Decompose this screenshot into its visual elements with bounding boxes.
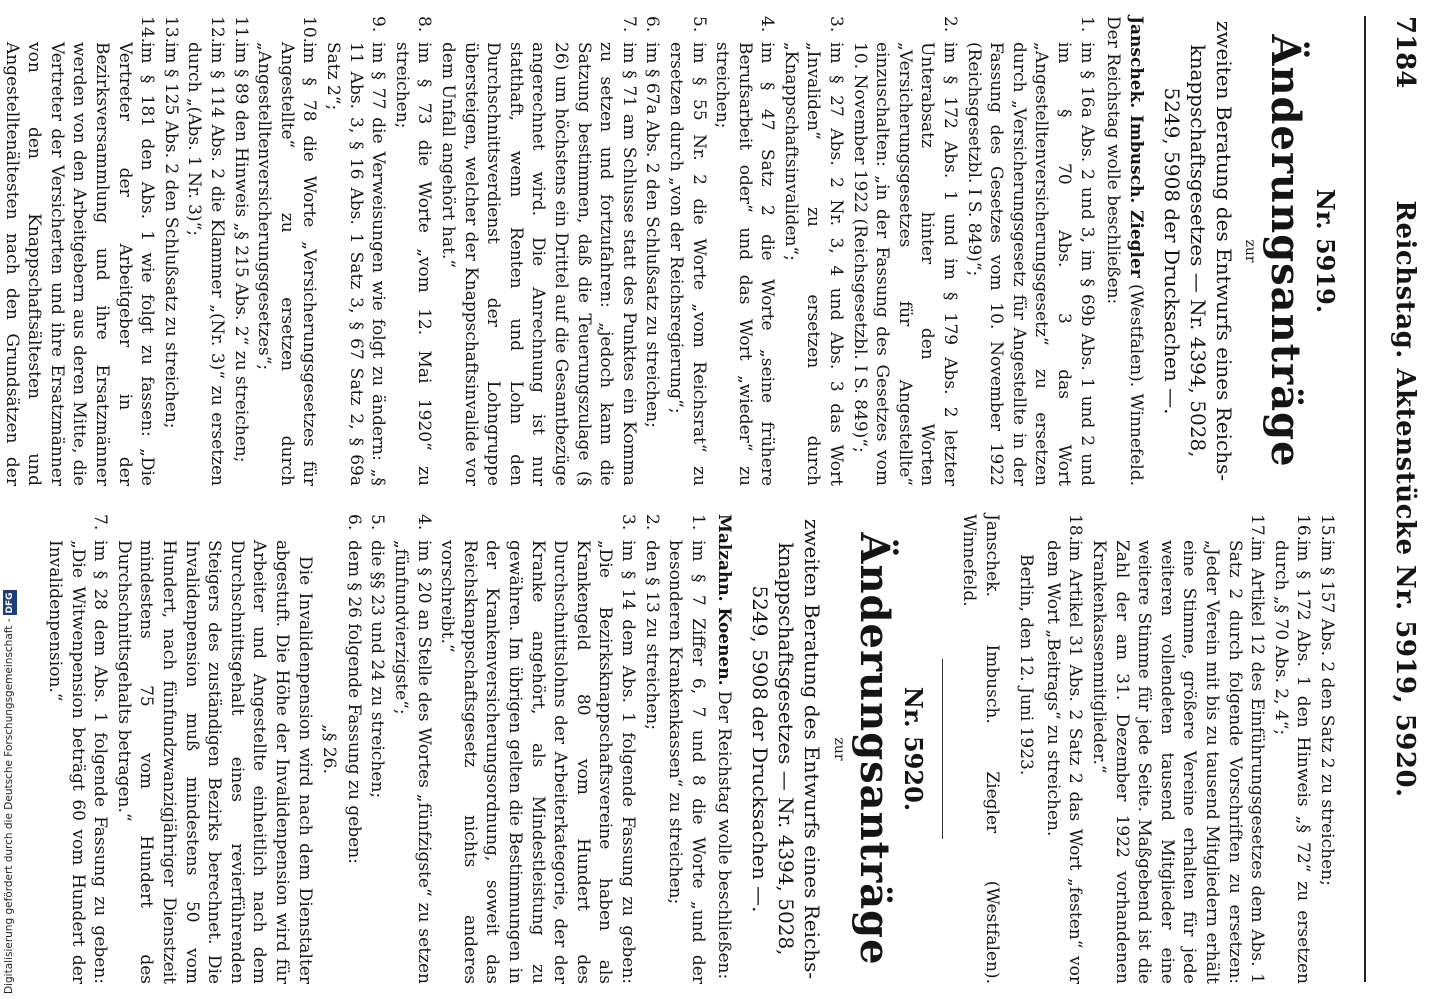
- document-title: Änderungsanträge: [850, 532, 898, 966]
- dfg-logo: DFG: [5, 592, 15, 614]
- signers: Janschek. Imbusch. Ziegler (Westfalen). Winnefeld.: [959, 514, 1002, 984]
- page-number: 7184: [1390, 16, 1420, 89]
- item-text: im § 114 Abs. 2 die Klammer „(Nr. 3)“ zu ersetzen durch „(Abs. 1 Nr. 3)“;: [184, 42, 228, 486]
- intro-text: (Westfalen). Winnefeld. Der Reichstag wolle beschließen:: [1103, 16, 1146, 486]
- running-title: Reichstag. Aktenstücke Nr. 5919, 5920.: [1390, 200, 1420, 798]
- amendment-item: [962, 16, 1098, 486]
- item-text: im § 55 Nr. 2 die Worte „vom Reichsrat“ zu ersetzen durch „von der Reichsregierung“;: [665, 42, 709, 486]
- item-text: dem § 26 folgende Fassung zu geben:: [343, 540, 364, 864]
- item-number: 7.: [618, 16, 639, 33]
- item-text: im § 77 die Verweisungen wie folgt zu ändern: „§ 11 Abs. 3, § 16 Abs. 1 Satz 3, § 67 Satz 2, § 69a Satz 2“;: [323, 42, 389, 486]
- item-text: im § 78 die Worte „Versicherungsgesetzes für Angestellte“ zu ersetzen durch „Angestelltenversicherungsgesetzes“;: [254, 42, 320, 486]
- item-text: im § 16a Abs. 2 und 3, im § 69b Abs. 1 und 2 und im § 70 Abs. 3 das Wort „Angestelltenversicherungsgesetz“ zu ersetzen durch „Versicherungsgesetz für Angestellte in der Fassung des Gesetzes vom 10. November 1922 (Reichsgesetzbl. I S. 849)“;: [963, 42, 1097, 486]
- item-number: 9.: [368, 16, 389, 33]
- credit-label: Digitalisierung gefördert durch die Deutsche Forschungsgemeinschaft -: [3, 618, 15, 994]
- item-number: 6.: [343, 514, 364, 531]
- document-subtitle: zweiten Beratung des Entwurfs eines Reichs-knappschaftsgesetzes — Nr. 4394, 5028, 5249, 5908 der Drucksachen —.: [748, 518, 825, 980]
- amendment-item: [436, 16, 639, 486]
- amendment-item: [366, 514, 389, 984]
- intro-text: Der Reichstag wolle beschließen:: [714, 690, 735, 980]
- item-number: 10.: [299, 16, 320, 44]
- item-number: 16.: [1293, 514, 1314, 542]
- item-number: 3.: [826, 16, 847, 33]
- amendment-item: [253, 16, 321, 486]
- document-subtitle: zweiten Beratung des Entwurfs eines Reichs-knappschaftsgesetzes — Nr. 4394, 5028, 5249, 5908 der Drucksachen —.: [1159, 20, 1236, 482]
- item-number: 17.: [1247, 514, 1268, 542]
- item-number: 5.: [367, 514, 388, 531]
- item-text: im § 73 die Worte „vom 12. Mai 1920“ zu streichen;: [391, 42, 435, 486]
- item-text: im § 27 Abs. 2 Nr. 3, 4 und Abs. 3 das Wort „Invaliden“ zu ersetzen durch „Knappschaftsinvaliden“;: [780, 42, 847, 486]
- digitization-credit: [2, 592, 16, 994]
- amendment-item: [779, 16, 847, 486]
- amendment-item: [159, 16, 182, 486]
- item-number: 13.: [160, 16, 181, 44]
- amendment-item: [321, 16, 389, 486]
- item-number: 5.: [688, 16, 709, 33]
- item-text: den § 13 zu streichen;: [641, 540, 662, 730]
- date-line: Berlin, den 12. Juni 1923.: [1016, 554, 1037, 776]
- title-zur: zur: [830, 737, 847, 761]
- amendment-item: [711, 16, 779, 486]
- document-number: Nr. 5919.: [1311, 188, 1340, 314]
- amendment-item: [229, 16, 252, 486]
- header-rule: [1364, 16, 1366, 982]
- amendment-item: [436, 514, 639, 984]
- amendment-item: [848, 16, 961, 486]
- item-number: 2.: [940, 16, 961, 33]
- item-text: im § 14 dem Abs. 1 folgende Fassung zu geben: „Die Bezirksknappschaftsvereine haben als Krankengeld 80 vom Hundert des Durchschnittslohns der Arbeiterkategorie, der der Kranke angehört, als Mindestleistung zu gewähren. Im übrigen gelten die Bestimmungen in der Krankenversicherungsordnung, soweit das Reichsknappschaftsgesetz nichts anderes vorschreibt.“: [437, 540, 638, 984]
- amendment-item: [664, 16, 709, 486]
- running-header: [1370, 16, 1426, 982]
- amendment-item: [390, 16, 435, 486]
- motion-intro: [713, 514, 736, 984]
- intro-signers: Malzahn. Koenen.: [714, 514, 735, 686]
- item-number: 18.: [1065, 514, 1086, 542]
- amendment-item: [640, 514, 663, 984]
- item-text: im § 28 dem Abs. 1 folgende Fassung zu geben: „Die Witwenpension beträgt 60 vom Hundert der Invalidenpension.“: [45, 540, 111, 984]
- amendment-item: [342, 514, 365, 984]
- item-text: im § 47 Satz 2 die Worte „seine frühere Berufsarbeit oder“ und das Wort „wieder“ zu streichen;: [712, 42, 778, 486]
- item-text: im § 125 Abs. 2 den Schlußsatz zu streichen;: [160, 42, 181, 429]
- item-text: im § 20 an Stelle des Wortes „fünfzigste“ zu setzen „fünfundvierzigste“;: [391, 540, 434, 984]
- item-text: im § 157 Abs. 2 den Satz 2 zu streichen;: [1317, 540, 1337, 886]
- amendment-item: [641, 16, 664, 486]
- amendment-item: [1269, 514, 1314, 984]
- item-text: die §§ 23 und 24 zu streichen;: [367, 540, 388, 799]
- item-number: 8.: [414, 16, 435, 33]
- credit-text: [2, 592, 16, 994]
- section-separator: [943, 659, 944, 839]
- item-text: im § 71 am Schlusse statt des Punktes ein Komma zu setzen und fortzufahren: „jedoch kann die Satzung bestimmen, daß die Teuerungszulage (§ 26) um höchstens ein Drittel auf die Gesamtbezüge angerechnet wird. Die Anrechnung ist nur statthaft, wenn Renten und Lohn den Durchschnittsverdienst der Lohngruppe übersteigen, welcher der Knappschaftsinvalide vor dem Unfall angehört hat.“: [438, 42, 639, 486]
- amendment-item: [0, 16, 158, 486]
- item-number: 2.: [641, 514, 662, 531]
- amendment-item: [44, 514, 112, 984]
- item-text: im § 172 Abs. 1 den Hinweis „§ 72“ zu ersetzen durch „§ 70 Abs. 2, 4“;: [1270, 540, 1314, 984]
- item-text: im § 172 Abs. 1 und im § 179 Abs. 2 letzter Unterabsatz hinter den Worten „Versicherungsgesetzes für Angestellte“ einzuschalten: „in der Fassung des Gesetzes vom 10. November 1922 (Reichsgesetzbl. I S. 849)“;: [849, 42, 961, 486]
- paragraph-label: „§ 26.: [319, 724, 340, 774]
- item-text: im § 67a Abs. 2 den Schlußsatz zu streichen;: [642, 42, 663, 428]
- left-column: [1, 16, 1340, 486]
- item-number: 12.: [207, 16, 228, 44]
- item-text: im § 89 den Hinweis „§ 215 Abs. 2“ zu streichen;: [230, 42, 251, 463]
- document-title: Änderungsanträge: [1262, 34, 1310, 468]
- amendment-item: [183, 16, 228, 486]
- item-number: 1.: [687, 514, 708, 531]
- signature-line: [958, 514, 1003, 984]
- item-number: 1.: [1076, 16, 1097, 33]
- amendment-item: [1087, 514, 1268, 984]
- item-number: 4.: [413, 514, 434, 531]
- intro-signers: Janschek. Imbusch. Ziegler: [1125, 16, 1146, 278]
- item-number: 3.: [617, 514, 638, 531]
- document-number: Nr. 5920.: [899, 686, 929, 812]
- amendment-item: [1041, 514, 1086, 984]
- item-text: im § 181 den Abs. 1 wie folgt zu fassen: „Die Vertreter der Arbeitgeber in der Bezirksversammlung und ihre Ersatzmänner werden von den Arbeitgebern aus deren Mitte, die Vertreter der Versicherten und ihre Ersatzmänner von den Knappschaftsältesten und Angestelltenältesten nach den Grundsätzen der: [1, 42, 158, 486]
- item-number: 6.: [642, 16, 663, 33]
- amendment-item: [389, 514, 434, 984]
- item-number: 15.: [1317, 514, 1337, 542]
- item-number: 7.: [90, 514, 111, 531]
- item-number: 11.: [230, 16, 251, 44]
- item-number: 4.: [757, 16, 778, 33]
- item-text: im § 7 Ziffer 6, 7 und 8 die Worte „und der besonderen Krankenkassen“ zu streichen;: [665, 540, 708, 984]
- amendment-item: [664, 514, 709, 984]
- motion-intro: [1102, 16, 1147, 486]
- item-text: im Artikel 12 des Einführungsgesetzes dem Abs. 1 Satz 2 durch folgende Vorschriften zu ersetzen: „Jeder Verein mit bis zu tausend Mitgliedern erhält eine Stimme, größere Vereine erhalten für jede weiteren vollendeten tausend Mitglieder eine weitere Stimme für jede Seite. Maßgebend ist die Zahl der am 31. Dezember 1922 vorhandenen Krankenkassenmitglieder.“: [1089, 540, 1268, 984]
- item-number: 14.: [137, 16, 158, 44]
- title-zur: zur: [1242, 239, 1259, 263]
- amendment-item: [1315, 514, 1338, 984]
- right-column: [45, 514, 1338, 984]
- paragraph-text: Die Invalidenpension wird nach dem Dienstalter abgestuft. Die Höhe der Invalidenpension wird für Arbeiter und Angestellte einheitlich nach dem Durchschnittsgehalt eines revierführenden Steigers des zuständigen Bezirks berechnet. Die Invalidenpension muß mindestens 50 vom Hundert, nach fünfundzwanzigjähriger Dienstzeit mindestens 75 vom Hundert des Durchschnittsgehalts betragen.“: [113, 540, 315, 984]
- item-text: im Artikel 31 Abs. 2 Satz 2 das Wort „festen“ vor dem Wort „Beitrags“ zu streichen.: [1042, 540, 1086, 984]
